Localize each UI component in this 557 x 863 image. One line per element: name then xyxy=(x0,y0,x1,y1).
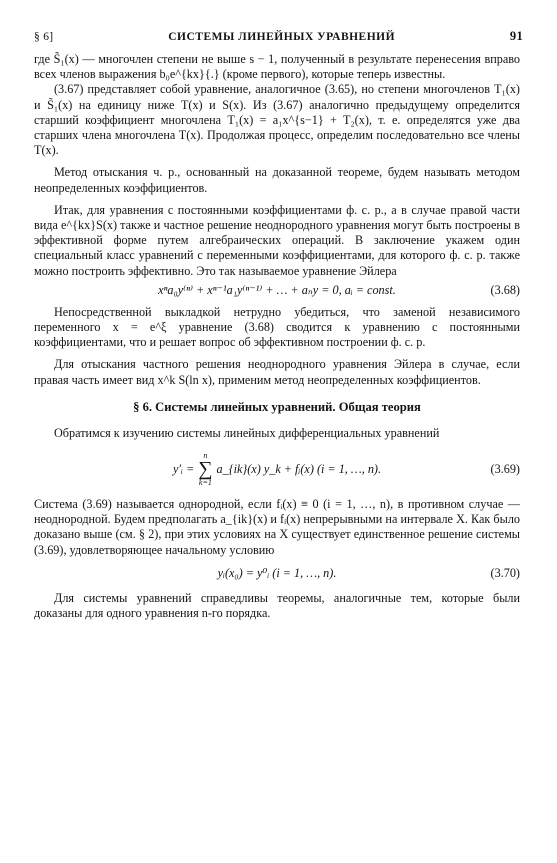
paragraph: Система (3.69) называется однородной, если fᵢ(x) ≡ 0 (i = 1, …, n), в противном случае — неоднородной. Будем предполагать a_{ik}(x) и fᵢ(x) непрерывными на интервале X. Как было доказано выше (см. § 2), при этих условиях на X существует единственное решение системы (3.69), удовлетворяющее начальному условию xyxy=(34,497,520,557)
running-header xyxy=(34,29,523,44)
equation-rhs: a_{ik}(x) y_k + fᵢ(x) (i = 1, …, n). xyxy=(216,461,382,476)
equation-number: (3.68) xyxy=(490,282,520,297)
equation-body: xⁿa₀y⁽ⁿ⁾ + xⁿ⁻¹a₁y⁽ⁿ⁻¹⁾ + … + aₙy = 0, aᵢ = const. xyxy=(158,282,396,297)
equation-number: (3.69) xyxy=(490,461,520,476)
paragraph: Итак, для уравнения с постоянными коэффициентами ф. с. р., а в случае правой части вида e^{kx}S(x) также и частное решение неоднородного уравнения могут быть построены в эффективной форме путем алгебраических операций. В заключение укажем один специальный класс уравнений с переменными коэффициентами, для которого ф. с. р. также можно построить эффективно. Это так называемое уравнение Эйлера xyxy=(34,202,520,278)
paragraph: Для отыскания частного решения неоднородного уравнения Эйлера в случае, если правая часть имеет вид x^k S(ln x), применим метод неопределенных коэффициентов. xyxy=(34,357,520,387)
equation-number: (3.70) xyxy=(490,565,520,580)
paragraph: где S̃₁(x) — многочлен степени не выше s − 1, полученный в результате перенесения вправо всех членов выражения b₀e^{kx}{.} (кроме первого), которые теперь известны. xyxy=(34,52,520,82)
running-title: СИСТЕМЫ ЛИНЕЙНЫХ УРАВНЕНИЙ xyxy=(168,31,396,43)
sum-sign: ∑ xyxy=(198,458,213,481)
page-number: 91 xyxy=(509,29,523,43)
sum-lower-limit: k=1 xyxy=(198,478,212,488)
paragraph: Метод отыскания ч. р., основанный на доказанной теореме, будем называть методом неопределенных коэффициентов. xyxy=(34,165,520,195)
equation-3-68 xyxy=(34,283,520,298)
equation-lhs: y′ᵢ = xyxy=(172,461,195,476)
page-body xyxy=(34,52,520,621)
section-heading: § 6. Системы линейных уравнений. Общая теория xyxy=(133,399,421,414)
paragraph: (3.67) представляет собой уравнение, аналогичное (3.65), но степени многочленов T₁(x) и S̃₁(x) на единицу ниже T(x) и S(x). Из (3.67) аналогично предыдущему определится старший коэффициент многочлена T₁(x) = a₁x^{s−1} + T₂(x), т. е. определятся уже два старших члена многочлена T(x). Продолжая процесс, определим последовательно все члены T(x). xyxy=(34,82,520,158)
paragraph: Для системы уравнений справедливы теоремы, аналогичные тем, которые были доказаны для одного уравнения n-го порядка. xyxy=(34,590,520,621)
equation-body xyxy=(173,451,381,487)
equation-3-69 xyxy=(34,451,520,487)
paragraph: Непосредственной выкладкой нетрудно убедиться, что заменой независимого переменного x = e^ξ уравнение (3.68) сводится к уравнению с постоянными коэффициентами, что и решает вопрос об эффективном построении ф. с. р. xyxy=(34,304,520,350)
paragraph: Обратимся к изучению системы линейных дифференциальных уравнений xyxy=(54,425,440,440)
sum-upper-limit: n xyxy=(203,451,208,461)
equation-body: yᵢ(x₀) = y⁰ᵢ (i = 1, …, n). xyxy=(217,565,337,580)
equation-3-70 xyxy=(34,566,520,581)
summation xyxy=(198,451,212,487)
section-ref: § 6] xyxy=(34,31,54,43)
